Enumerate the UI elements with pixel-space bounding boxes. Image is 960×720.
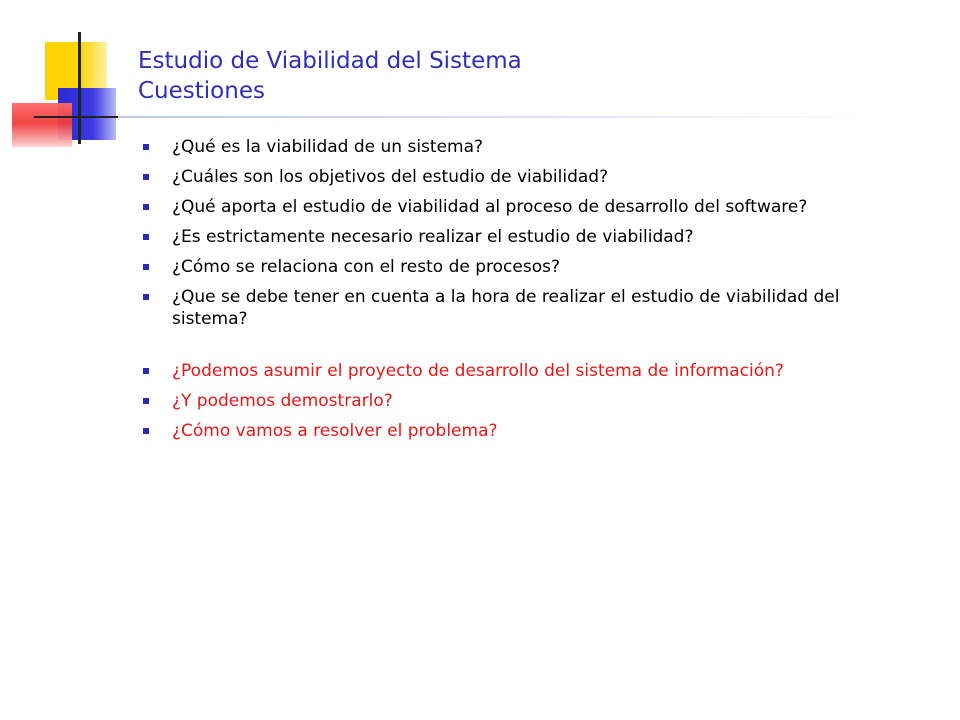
question-item xyxy=(143,136,913,158)
square-bullet-icon xyxy=(143,428,149,434)
question-item xyxy=(143,286,913,330)
question-text: ¿Cuáles son los objetivos del estudio de viabilidad? xyxy=(172,167,609,187)
square-bullet-icon xyxy=(143,294,149,300)
question-text: ¿Podemos asumir el proyecto de desarrollo del sistema de información? xyxy=(172,361,784,381)
question-text: ¿Y podemos demostrarlo? xyxy=(172,391,393,411)
square-bullet-icon xyxy=(143,234,149,240)
question-item xyxy=(143,196,913,218)
red-square xyxy=(12,103,72,147)
question-text: ¿Que se debe tener en cuenta a la hora de realizar el estudio de viabilidad del sistema? xyxy=(172,287,840,329)
decorative-squares-logo xyxy=(0,0,140,160)
slide-title-line1: Estudio de Viabilidad del Sistema xyxy=(138,48,522,74)
slide-title-line2: Cuestiones xyxy=(138,78,265,104)
question-text: ¿Cómo vamos a resolver el problema? xyxy=(172,421,498,441)
square-bullet-icon xyxy=(143,368,149,374)
question-text: ¿Cómo se relaciona con el resto de procesos? xyxy=(172,257,560,277)
question-item xyxy=(143,166,913,188)
question-item-highlight xyxy=(143,360,913,382)
question-text: ¿Qué es la viabilidad de un sistema? xyxy=(172,137,484,157)
question-text: ¿Qué aporta el estudio de viabilidad al proceso de desarrollo del software? xyxy=(172,197,808,217)
square-bullet-icon xyxy=(143,174,149,180)
question-list xyxy=(143,136,913,442)
question-text: ¿Es estrictamente necesario realizar el estudio de viabilidad? xyxy=(172,227,694,247)
question-item xyxy=(143,226,913,248)
square-bullet-icon xyxy=(143,144,149,150)
title-underline xyxy=(118,116,878,118)
question-item-highlight xyxy=(143,390,913,412)
square-bullet-icon xyxy=(143,398,149,404)
slide-title xyxy=(138,46,522,106)
question-item-highlight xyxy=(143,420,913,442)
square-bullet-icon xyxy=(143,264,149,270)
vertical-line xyxy=(78,32,81,144)
square-bullet-icon xyxy=(143,204,149,210)
question-item xyxy=(143,256,913,278)
